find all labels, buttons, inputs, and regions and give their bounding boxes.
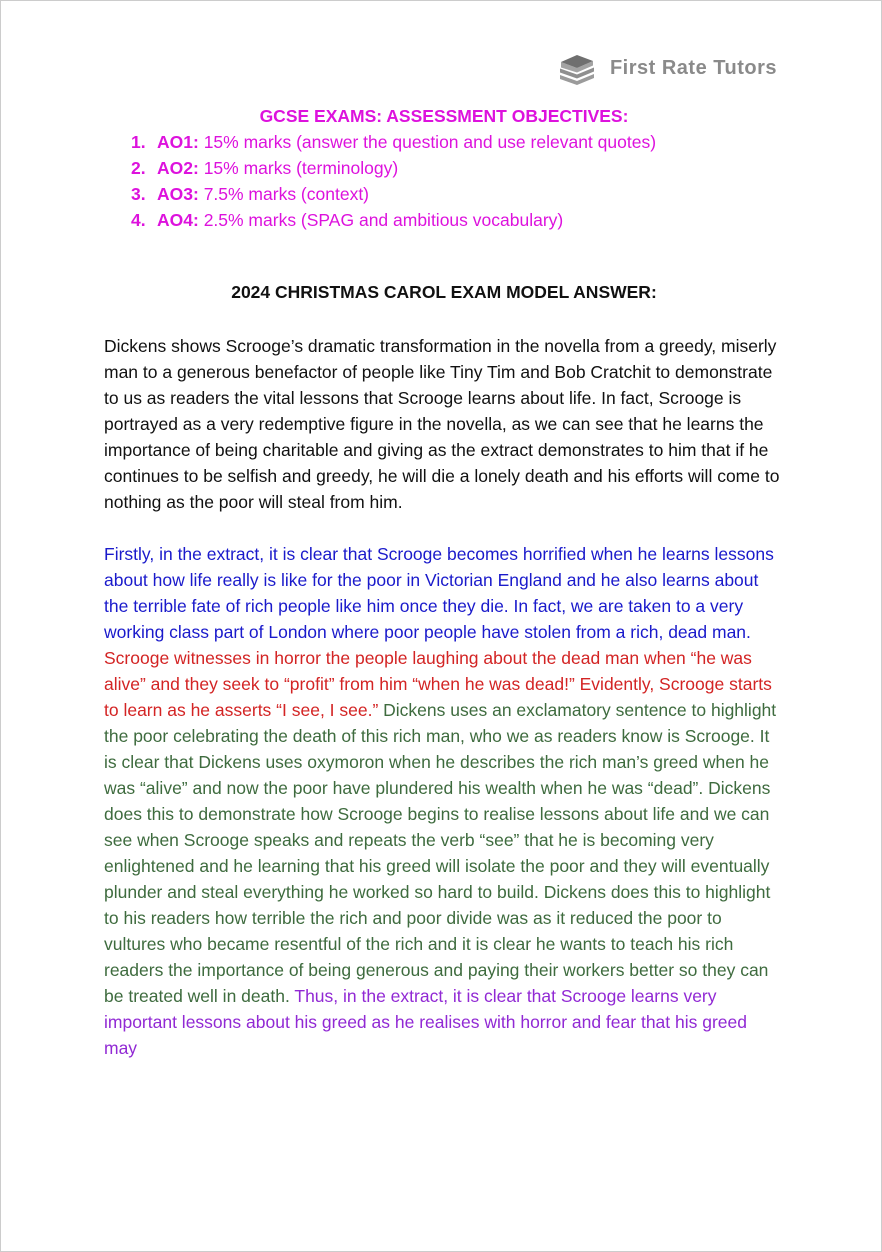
objective-text: 15% marks (answer the question and use relevant quotes) <box>203 132 657 152</box>
assessment-objectives-section <box>104 103 784 233</box>
objective-text: 2.5% marks (SPAG and ambitious vocabulary) <box>203 210 564 230</box>
objective-item-ao1 <box>131 129 784 155</box>
objectives-heading: GCSE EXAMS: ASSESSMENT OBJECTIVES: <box>259 106 629 126</box>
document-content <box>104 103 784 1061</box>
essay-segment-blue: Firstly, in the extract, it is clear that Scrooge becomes horrified when he learns lessons about how life really is like for the poor in Victorian England and he also learns about the terrible fate of rich people like him once they die. In fact, we are taken to a very working class part of London where poor people have stolen from a rich, dead man. <box>104 544 774 642</box>
essay-segment-red: Scrooge witnesses in horror the people laughing about the dead man when “he was alive” and they seek to “profit” from him “when he was dead!” Evidently, Scrooge starts to learn as he asserts “I see, I see.” <box>104 648 772 720</box>
objective-number: 3. <box>131 184 146 204</box>
essay-title: 2024 CHRISTMAS CAROL EXAM MODEL ANSWER: <box>231 282 657 302</box>
objective-number: 2. <box>131 158 146 178</box>
objective-item-ao3 <box>131 181 784 207</box>
objectives-list <box>104 129 784 233</box>
objective-item-ao4 <box>131 207 784 233</box>
logo-brand-text: First Rate Tutors <box>609 56 777 79</box>
objective-item-ao2 <box>131 155 784 181</box>
objective-label: AO3: <box>157 184 199 204</box>
essay-segment-purple: Thus, in the extract, it is clear that Scrooge learns very important lessons about his greed as he realises with horror and fear that his greed may <box>104 986 747 1058</box>
essay-section <box>104 279 784 1061</box>
objective-label: AO4: <box>157 210 199 230</box>
objective-number: 1. <box>131 132 146 152</box>
objective-label: AO1: <box>157 132 199 152</box>
objective-text: 15% marks (terminology) <box>203 158 399 178</box>
essay-paragraph-analysis <box>104 541 784 1061</box>
objective-label: AO2: <box>157 158 199 178</box>
objective-text: 7.5% marks (context) <box>203 184 370 204</box>
objective-number: 4. <box>131 210 146 230</box>
essay-paragraph-intro: Dickens shows Scrooge’s dramatic transformation in the novella from a greedy, miserly man to a generous benefactor of people like Tiny Tim and Bob Cratchit to demonstrate to us as readers the vital lessons that Scrooge learns about life. In fact, Scrooge is portrayed as a very redemptive figure in the novella, as we can see that he learns the importance of being charitable and giving as the extract demonstrates to him that if he continues to be selfish and greedy, he will die a lonely death and his efforts will come to nothing as the poor will steal from him. <box>104 336 780 512</box>
stacked-books-icon <box>554 47 600 89</box>
essay-segment-green: Dickens uses an exclamatory sentence to highlight the poor celebrating the death of this rich man, who we as readers know is Scrooge. It is clear that Dickens uses oxymoron when he describes the rich man’s greed when he was “alive” and now the poor have plundered his wealth when he was “dead”. Dickens does this to demonstrate how Scrooge begins to realise lessons about life and we can see when Scrooge speaks and repeats the verb “see” that he is becoming very enlightened and he learning that his greed will isolate the poor and they will eventually plunder and steal everything he worked so hard to build. Dickens does this to highlight to his readers how terrible the rich and poor divide was as it reduced the poor to vultures who became resentful of the rich and it is clear he wants to teach his rich readers the importance of being generous and paying their workers better so they can be treated well in death. <box>104 700 777 1006</box>
brand-logo <box>1 1 881 89</box>
